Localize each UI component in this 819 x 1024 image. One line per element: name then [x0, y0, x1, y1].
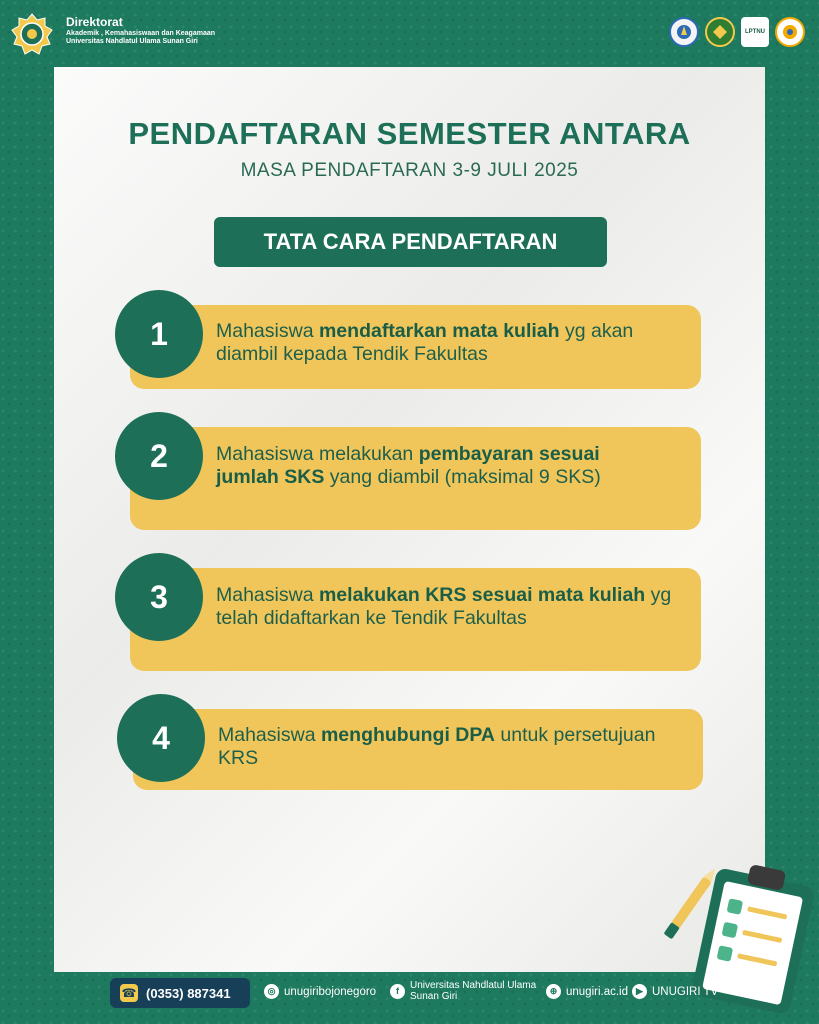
step-text-segment: Mahasiswa: [218, 724, 321, 746]
youtube-channel: UNUGIRI TV: [652, 985, 719, 998]
step-text: [218, 724, 658, 770]
step-text-emphasis: pembayaran sesuai jumlah SKS: [216, 443, 600, 488]
phone-icon: ☎: [121, 986, 137, 1000]
org-line-1: Direktorat: [66, 15, 123, 29]
partner-logos: [669, 17, 805, 47]
step-text: [216, 584, 676, 630]
step-number: 2: [115, 412, 203, 500]
facebook-contact: [390, 980, 536, 1002]
facebook-icon: f: [390, 984, 405, 999]
registration-period: MASA PENDAFTARAN 3-9 JULI 2025: [240, 160, 579, 181]
university-logo: [10, 12, 54, 56]
step-text-segment: Mahasiswa: [216, 320, 319, 342]
step-text-segment: untuk persetujuan KRS: [218, 724, 656, 769]
org-line-2: Akademik , Kemahasiswaan dan Keagamaan: [66, 29, 216, 37]
step-text-emphasis: mendaftarkan mata kuliah: [318, 320, 560, 342]
step-number: 1: [115, 290, 203, 378]
instagram-icon: ◎: [264, 984, 279, 999]
phone-contact: [110, 978, 250, 1008]
step-text-segment: Mahasiswa: [216, 584, 319, 606]
instagram-contact: [264, 984, 376, 999]
globe-icon: ⊕: [546, 984, 561, 999]
unugiri-logo: [775, 17, 805, 47]
organization-name: [66, 16, 215, 46]
website-url: unugiri.ac.id: [566, 985, 629, 998]
facebook-name: Universitas Nahdlatul Ulama Sunan Giri: [410, 980, 537, 1002]
kemendikbud-logo: [669, 17, 699, 47]
youtube-contact: [632, 984, 718, 999]
section-label: TATA CARA PENDAFTARAN: [214, 217, 607, 267]
step-text-segment: yang diambil (maksimal 9 SKS): [324, 466, 601, 488]
website-contact: [546, 984, 628, 999]
step-text: [216, 443, 646, 489]
page-title: PENDAFTARAN SEMESTER ANTARA: [128, 116, 691, 151]
youtube-icon: ▶: [632, 984, 647, 999]
instagram-handle: unugiribojonegoro: [284, 985, 377, 998]
phone-number: (0353) 887341: [146, 985, 231, 1001]
step-text-segment: yg telah didaftarkan ke Tendik Fakultas: [216, 584, 672, 629]
step-text-emphasis: menghubungi DPA: [320, 724, 496, 746]
step-text-segment: yg akan diambil kepada Tendik Fakultas: [216, 320, 634, 365]
step-text: [216, 320, 686, 366]
step-number: 4: [117, 694, 205, 782]
step-text-emphasis: melakukan KRS sesuai mata kuliah: [318, 584, 646, 606]
step-text-segment: Mahasiswa melakukan: [216, 443, 419, 465]
footer-contacts: [0, 976, 819, 1016]
org-line-3: Universitas Nahdlatul Ulama Sunan Giri: [66, 37, 198, 45]
step-number: 3: [115, 553, 203, 641]
kemenag-logo: [705, 17, 735, 47]
lptnu-logo: LPTNU: [741, 17, 769, 47]
